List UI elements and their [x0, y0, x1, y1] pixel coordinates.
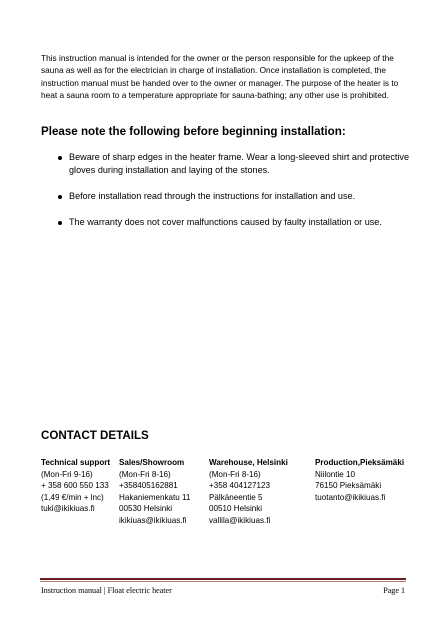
page-footer — [41, 584, 405, 598]
contact-heading: Production,Pieksämäki — [315, 458, 405, 467]
footer-page-number: Page 1 — [383, 586, 405, 595]
contact-hours: (Mon-Fri 8-16) — [209, 469, 261, 479]
list-item — [55, 151, 411, 178]
contact-warehouse-helsinki — [209, 457, 288, 527]
contact-postal: 76150 Pieksämäki — [315, 481, 382, 491]
footer-divider — [40, 578, 406, 580]
list-item-text: Beware of sharp edges in the heater frame. Wear a long-sleeved shirt and protective gloves during installation and laying of the stones. — [69, 152, 410, 176]
list-item-text: Before installation read through the instructions for installation and use. — [69, 191, 356, 202]
list-item-text: The warranty does not cover malfunctions caused by faulty installation or use. — [69, 216, 382, 227]
bullet-icon — [58, 221, 62, 225]
contact-phone: + 358 600 550 133 — [41, 481, 109, 491]
contact-email: ikikiuas@ikikiuas.fi — [119, 515, 187, 525]
contact-hours: (Mon-Fri 9-16) — [41, 469, 93, 479]
contact-street: Pälkäneentie 5 — [209, 492, 263, 502]
contact-postal: 00510 Helsinki — [209, 504, 263, 514]
contact-heading: Technical support — [41, 458, 111, 467]
contact-price: (1,49 €/min + lnc) — [41, 492, 104, 502]
intro-paragraph: This instruction manual is intended for the owner or the person responsible for the upkeep of the sauna as well as for the electrician in charge of installation. Once installation is completed, the instruction manual must be handed over to the owner or manager. The purpose of the heater is to heat a sauna room to a temperature appropriate for sauna-bathing; any other use is prohibited. — [41, 53, 399, 100]
installation-notice-list — [55, 151, 411, 242]
list-item — [55, 190, 411, 203]
footer-divider-light — [40, 581, 406, 582]
contact-heading: Sales/Showroom — [119, 458, 185, 467]
list-item — [55, 216, 411, 229]
contact-heading: Warehouse, Helsinki — [209, 458, 288, 467]
contact-production-pieksamaki — [315, 457, 404, 503]
contact-details-heading: CONTACT DETAILS — [41, 429, 149, 442]
contact-technical-support — [41, 457, 110, 515]
installation-notice-heading: Please note the following before beginning installation: — [41, 125, 346, 138]
bullet-icon — [58, 156, 62, 160]
contact-email: tuotanto@ikikiuas.fi — [315, 492, 386, 502]
contact-phone: +358 404127123 — [209, 481, 270, 491]
contact-email: tuki@ikikiuas.fi — [41, 504, 95, 514]
contact-phone: +358405162881 — [119, 481, 178, 491]
contact-street: Niilontie 10 — [315, 469, 356, 479]
contact-email: vallila@ikikiuas.fi — [209, 515, 271, 525]
footer-document-title: Instruction manual | Float electric heater — [41, 586, 172, 595]
bullet-icon — [58, 195, 62, 199]
contact-hours: (Mon-Fri 8-16) — [119, 469, 171, 479]
contact-sales-showroom — [119, 457, 190, 527]
contact-street: Hakaniemenkatu 11 — [119, 492, 191, 502]
contact-postal: 00530 Helsinki — [119, 504, 173, 514]
